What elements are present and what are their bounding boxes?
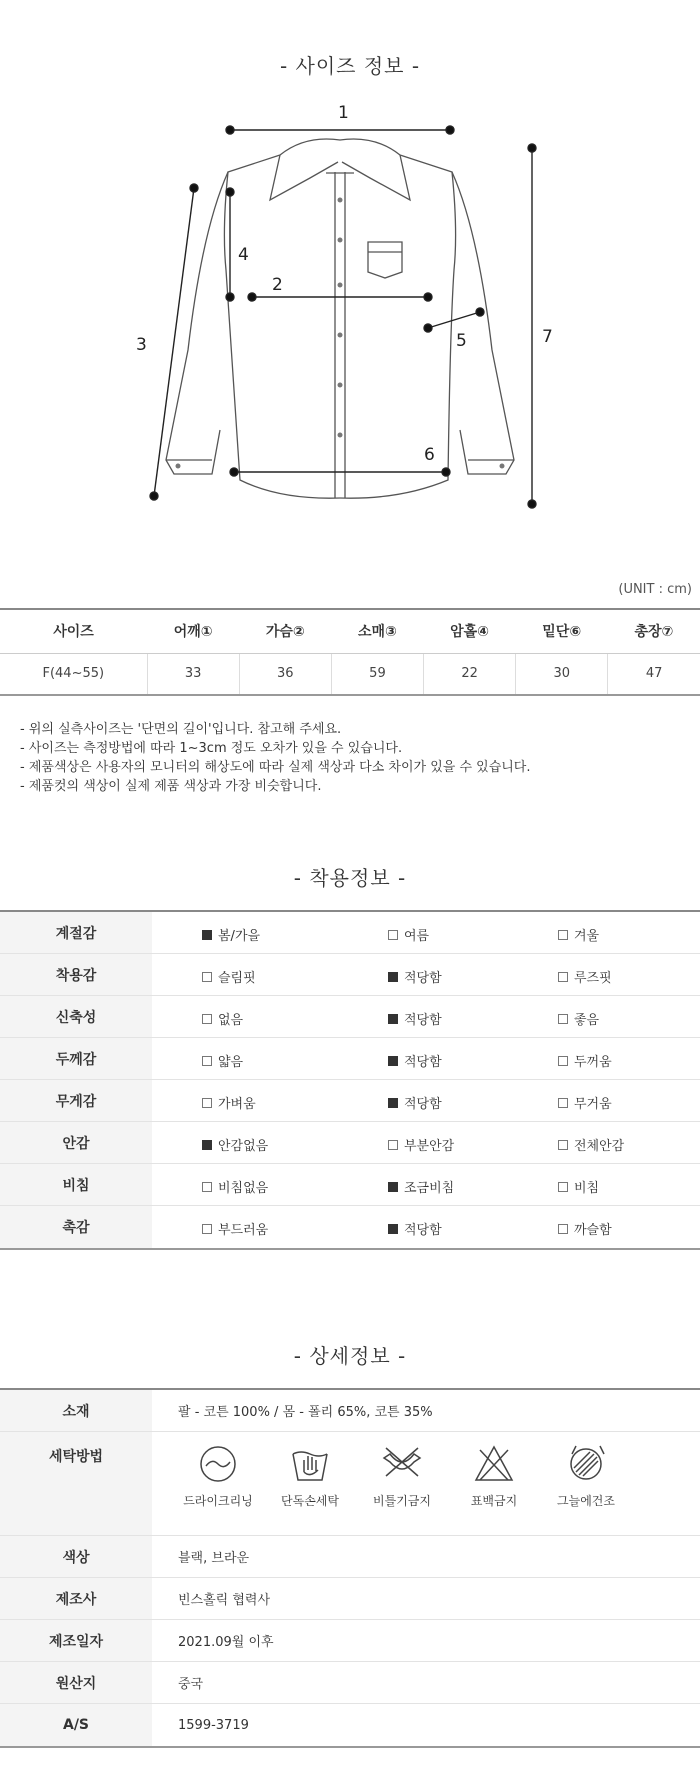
option-label: 부분안감 xyxy=(404,1139,455,1154)
option-label: 봄/가을 xyxy=(218,929,261,944)
size-cell: 36 xyxy=(239,653,331,695)
care-item: 비틀기금지 xyxy=(356,1442,448,1509)
detail-row-color xyxy=(0,1536,700,1578)
no-wring-icon xyxy=(380,1442,424,1486)
wearing-options xyxy=(152,954,700,995)
wearing-label: 착용감 xyxy=(0,954,152,995)
detail-value: 빈스홀릭 협력사 xyxy=(178,1593,271,1608)
size-header: 총장⑦ xyxy=(608,609,700,653)
no-bleach-icon xyxy=(472,1442,516,1486)
option-item xyxy=(558,967,612,986)
detail-info-table xyxy=(0,1388,700,1748)
option-item xyxy=(558,1051,612,1070)
option-label: 안감없음 xyxy=(218,1139,269,1154)
unchecked-box-icon xyxy=(558,1140,568,1150)
option-label: 적당함 xyxy=(404,1013,442,1028)
checked-box-icon xyxy=(388,972,398,982)
detail-label: 색상 xyxy=(0,1536,152,1577)
shirt-illustration xyxy=(130,100,570,540)
option-label: 루즈핏 xyxy=(574,971,612,986)
marker-5: 5 xyxy=(456,331,467,351)
hand-wash-icon xyxy=(288,1442,332,1486)
detail-label: 소재 xyxy=(0,1390,152,1431)
option-item xyxy=(558,1177,599,1196)
detail-row-washing xyxy=(0,1432,700,1536)
marker-4: 4 xyxy=(238,245,249,265)
detail-value: 중국 xyxy=(178,1677,204,1692)
note-line: - 위의 실측사이즈는 '단면의 길이'입니다. 참고해 주세요. xyxy=(20,722,342,737)
option-label: 여름 xyxy=(404,929,430,944)
care-item: 표백금지 xyxy=(448,1442,540,1509)
wearing-row xyxy=(0,954,700,996)
wearing-options xyxy=(152,1164,700,1205)
unchecked-box-icon xyxy=(558,930,568,940)
marker-2: 2 xyxy=(272,275,283,295)
wearing-options xyxy=(152,1206,700,1248)
marker-7: 7 xyxy=(542,327,553,347)
checked-box-icon xyxy=(388,1224,398,1234)
option-label: 무거움 xyxy=(574,1097,612,1112)
option-item xyxy=(202,1093,256,1112)
size-header: 가슴② xyxy=(239,609,331,653)
checked-box-icon xyxy=(388,1056,398,1066)
marker-3: 3 xyxy=(136,335,147,355)
table-row xyxy=(0,653,700,695)
size-cell: 22 xyxy=(424,653,516,695)
wearing-row xyxy=(0,996,700,1038)
option-label: 두꺼움 xyxy=(574,1055,612,1070)
wearing-row xyxy=(0,1206,700,1248)
unchecked-box-icon xyxy=(202,1056,212,1066)
unchecked-box-icon xyxy=(558,1014,568,1024)
care-item: 단독손세탁 xyxy=(264,1442,356,1509)
wearing-label: 두께감 xyxy=(0,1038,152,1079)
size-info-title: - 사이즈 정보 - xyxy=(279,54,421,78)
detail-value: 팔 - 코튼 100% / 몸 - 폴리 65%, 코튼 35% xyxy=(178,1405,433,1420)
wearing-options xyxy=(152,912,700,953)
option-item xyxy=(388,967,442,986)
option-label: 적당함 xyxy=(404,1097,442,1112)
note-line: - 제품컷의 색상이 실제 제품 색상과 가장 비슷합니다. xyxy=(20,779,322,794)
unchecked-box-icon xyxy=(202,972,212,982)
size-header: 소매③ xyxy=(331,609,423,653)
checked-box-icon xyxy=(202,930,212,940)
size-cell: 47 xyxy=(608,653,700,695)
option-item xyxy=(388,1093,442,1112)
size-cell: 59 xyxy=(331,653,423,695)
detail-row-origin xyxy=(0,1662,700,1704)
wearing-label: 계절감 xyxy=(0,912,152,953)
wearing-row xyxy=(0,1038,700,1080)
unchecked-box-icon xyxy=(388,930,398,940)
wearing-options xyxy=(152,1080,700,1121)
option-item xyxy=(558,1219,612,1238)
detail-info-title: - 상세정보 - xyxy=(293,1344,407,1368)
size-header: 암홀④ xyxy=(424,609,516,653)
detail-label: 제조사 xyxy=(0,1578,152,1619)
note-line: - 사이즈는 측정방법에 따라 1~3cm 정도 오차가 있을 수 있습니다. xyxy=(20,741,403,756)
shirt-measurement-diagram xyxy=(130,100,570,540)
option-item xyxy=(558,925,599,944)
dry-clean-icon xyxy=(196,1442,240,1486)
size-table-header xyxy=(0,609,700,653)
option-item xyxy=(202,925,260,944)
wearing-row xyxy=(0,912,700,954)
option-label: 부드러움 xyxy=(218,1223,269,1238)
checked-box-icon xyxy=(202,1140,212,1150)
wearing-row xyxy=(0,1164,700,1206)
wearing-label: 안감 xyxy=(0,1122,152,1163)
unchecked-box-icon xyxy=(558,972,568,982)
size-header: 어깨① xyxy=(147,609,239,653)
unit-label: (UNIT : cm) xyxy=(618,582,692,597)
option-item xyxy=(202,1219,268,1238)
unchecked-box-icon xyxy=(558,1224,568,1234)
unchecked-box-icon xyxy=(388,1140,398,1150)
checked-box-icon xyxy=(388,1014,398,1024)
detail-row-date xyxy=(0,1620,700,1662)
size-cell: F(44~55) xyxy=(0,653,147,695)
option-item xyxy=(202,1009,243,1028)
option-label: 가벼움 xyxy=(218,1097,256,1112)
wearing-options xyxy=(152,996,700,1037)
detail-value: 1599-3719 xyxy=(178,1717,249,1733)
option-item xyxy=(202,1051,243,1070)
option-item xyxy=(388,1051,442,1070)
wearing-label: 촉감 xyxy=(0,1206,152,1248)
detail-label: 제조일자 xyxy=(0,1620,152,1661)
marker-1: 1 xyxy=(338,103,349,123)
option-item xyxy=(202,1177,268,1196)
wearing-row xyxy=(0,1080,700,1122)
option-item xyxy=(388,1219,442,1238)
care-item: 드라이크리닝 xyxy=(172,1442,264,1509)
option-label: 비침없음 xyxy=(218,1181,269,1196)
option-label: 비침 xyxy=(574,1181,600,1196)
option-label: 까슬함 xyxy=(574,1223,612,1238)
detail-label: 원산지 xyxy=(0,1662,152,1703)
option-label: 슬림핏 xyxy=(218,971,256,986)
wearing-label: 신축성 xyxy=(0,996,152,1037)
option-item xyxy=(388,1135,454,1154)
option-label: 조금비침 xyxy=(404,1181,455,1196)
detail-label: 세탁방법 xyxy=(0,1432,152,1535)
checked-box-icon xyxy=(388,1182,398,1192)
option-item xyxy=(388,1009,442,1028)
option-item xyxy=(558,1135,624,1154)
option-label: 적당함 xyxy=(404,971,442,986)
care-item: 그늘에건조 xyxy=(540,1442,632,1509)
size-cell: 30 xyxy=(516,653,608,695)
option-label: 적당함 xyxy=(404,1223,442,1238)
unchecked-box-icon xyxy=(202,1014,212,1024)
size-header: 사이즈 xyxy=(0,609,147,653)
size-header: 밑단⑥ xyxy=(516,609,608,653)
detail-value: 블랙, 브라운 xyxy=(178,1551,250,1566)
wearing-label: 무게감 xyxy=(0,1080,152,1121)
wearing-row xyxy=(0,1122,700,1164)
marker-6: 6 xyxy=(424,445,435,465)
wearing-info-table xyxy=(0,910,700,1250)
checked-box-icon xyxy=(388,1098,398,1108)
option-label: 적당함 xyxy=(404,1055,442,1070)
unchecked-box-icon xyxy=(558,1056,568,1066)
shade-dry-icon xyxy=(564,1442,608,1486)
care-icons xyxy=(152,1432,632,1509)
option-label: 전체안감 xyxy=(574,1139,625,1154)
size-notes xyxy=(20,720,531,796)
unchecked-box-icon xyxy=(558,1098,568,1108)
unchecked-box-icon xyxy=(558,1182,568,1192)
unchecked-box-icon xyxy=(202,1098,212,1108)
option-item xyxy=(388,1177,454,1196)
size-table xyxy=(0,608,700,696)
wearing-options xyxy=(152,1122,700,1163)
detail-row-maker xyxy=(0,1578,700,1620)
option-label: 얇음 xyxy=(218,1055,244,1070)
unchecked-box-icon xyxy=(202,1224,212,1234)
wearing-info-title: - 착용정보 - xyxy=(293,866,407,890)
option-item xyxy=(558,1093,612,1112)
wearing-label: 비침 xyxy=(0,1164,152,1205)
option-label: 없음 xyxy=(218,1013,244,1028)
option-item xyxy=(388,925,429,944)
detail-row-as xyxy=(0,1704,700,1746)
wearing-options xyxy=(152,1038,700,1079)
detail-row-material xyxy=(0,1390,700,1432)
unchecked-box-icon xyxy=(202,1182,212,1192)
option-label: 좋음 xyxy=(574,1013,600,1028)
option-label: 겨울 xyxy=(574,929,600,944)
option-item xyxy=(558,1009,599,1028)
option-item xyxy=(202,1135,268,1154)
note-line: - 제품색상은 사용자의 모니터의 해상도에 따라 실제 색상과 다소 차이가 있을 수 있습니다. xyxy=(20,760,531,775)
detail-label: A/S xyxy=(0,1704,152,1746)
detail-value: 2021.09월 이후 xyxy=(178,1635,274,1650)
size-cell: 33 xyxy=(147,653,239,695)
option-item xyxy=(202,967,256,986)
